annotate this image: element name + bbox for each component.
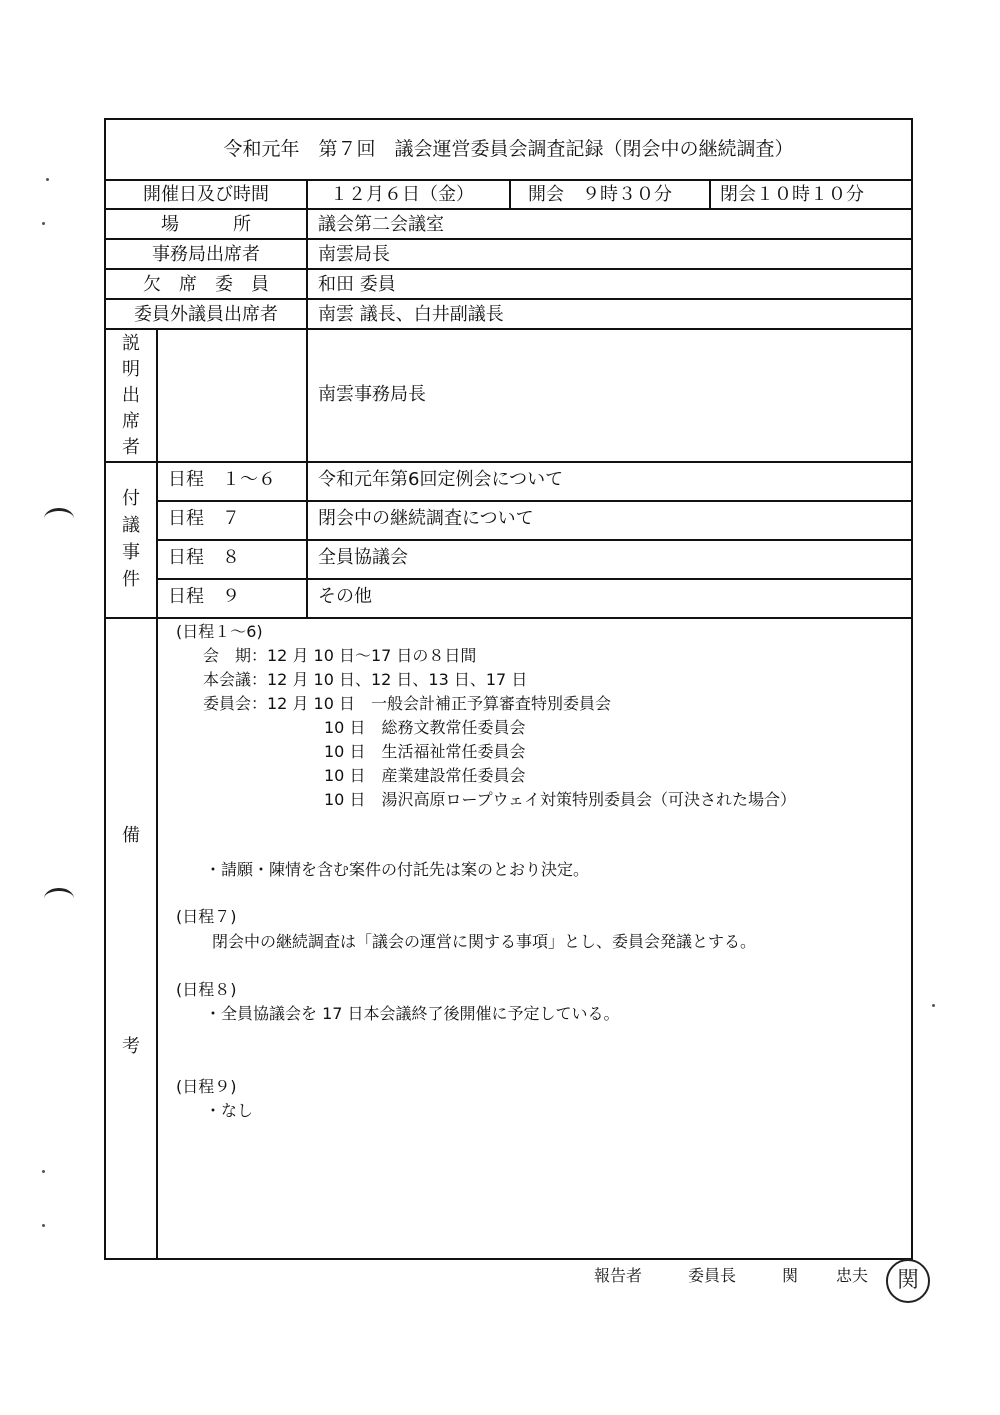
agenda-label-char: 議 <box>122 515 140 536</box>
remarks-label-top: 備 <box>122 825 140 846</box>
committee-line: 委員会：12 月 10 日 一般会計補正予算審査特別委員会 <box>203 694 611 713</box>
remarks-heading: (日程７) <box>176 907 237 926</box>
datetime-label: 開催日及び時間 <box>143 184 269 205</box>
punch-hole-mark <box>44 508 74 529</box>
reporter-label: 報告者 <box>594 1266 643 1285</box>
committee-item: 10 日 生活福祉常任委員会 <box>324 742 526 761</box>
agenda-subject: 令和元年第6回定例会について <box>318 469 564 490</box>
location-value: 議会第二会議室 <box>318 214 444 235</box>
scan-speck <box>42 1170 45 1173</box>
agenda-label-char: 事 <box>122 542 140 563</box>
secretariat-value: 南雲局長 <box>318 244 390 265</box>
remarks-heading: (日程８) <box>176 980 237 999</box>
agenda-label-char: 付 <box>122 488 140 509</box>
secretariat-label: 事務局出席者 <box>152 244 260 265</box>
scan-speck <box>46 178 49 181</box>
agenda-schedule: 日程 １～６ <box>168 469 276 490</box>
reporter-role: 委員長 <box>688 1266 737 1285</box>
explainers-label-char: 出 <box>122 385 140 406</box>
explainers-label-char: 席 <box>122 411 140 432</box>
reporter-surname: 関 <box>782 1266 799 1285</box>
explainers-label-char: 説 <box>122 333 140 354</box>
non-member-label: 委員外議員出席者 <box>134 304 278 325</box>
non-member-value: 南雲 議長、白井副議長 <box>318 304 504 325</box>
continuous-survey-note: 閉会中の継続調査は「議会の運営に関する事項」とし、委員会発議とする。 <box>212 932 757 951</box>
scan-speck <box>42 222 45 225</box>
full-council-note: ・全員協議会を 17 日本会議終了後開催に予定している。 <box>205 1004 620 1023</box>
plenary-line: 本会議：12 月 10 日、12 日、13 日、17 日 <box>203 670 528 689</box>
meeting-date: １２月６日（金） <box>330 184 474 205</box>
absent-value: 和田 委員 <box>318 274 396 295</box>
explainers-label-char: 明 <box>122 359 140 380</box>
remarks-heading: (日程１～6) <box>176 622 263 641</box>
remarks-heading: (日程９) <box>176 1077 237 1096</box>
seal-stamp: 関 <box>886 1259 930 1303</box>
location-label: 場 所 <box>161 214 251 235</box>
reporter-given-name: 忠夫 <box>836 1266 869 1285</box>
committee-item: 10 日 産業建設常任委員会 <box>324 766 526 785</box>
agenda-subject: 閉会中の継続調査について <box>318 508 534 529</box>
agenda-label-char: 件 <box>122 569 140 590</box>
agenda-schedule: 日程 ７ <box>168 508 240 529</box>
explainers-label-char: 者 <box>122 437 140 458</box>
other-note: ・なし <box>205 1101 254 1120</box>
agenda-subject: その他 <box>318 586 372 607</box>
absent-label: 欠 席 委 員 <box>143 274 269 295</box>
remarks-label-bottom: 考 <box>122 1036 140 1057</box>
punch-hole-mark <box>44 888 74 909</box>
scan-speck <box>932 1004 935 1007</box>
agenda-subject: 全員協議会 <box>318 547 408 568</box>
page-title: 令和元年 第７回 議会運営委員会調査記録（閉会中の継続調査） <box>223 138 794 160</box>
open-time: 開会 ９時３０分 <box>528 184 672 205</box>
referral-note: ・請願・陳情を含む案件の付託先は案のとおり決定。 <box>205 860 590 879</box>
committee-item: 10 日 湯沢高原ロープウェイ対策特別委員会（可決された場合） <box>324 790 797 809</box>
session-line: 会 期：12 月 10 日～17 日の８日間 <box>203 646 477 665</box>
agenda-schedule: 日程 ９ <box>168 586 240 607</box>
committee-item: 10 日 総務文教常任委員会 <box>324 718 526 737</box>
explainers-value: 南雲事務局長 <box>318 384 426 405</box>
close-time: 閉会１０時１０分 <box>720 184 864 205</box>
agenda-schedule: 日程 ８ <box>168 547 240 568</box>
scan-speck <box>42 1224 45 1227</box>
